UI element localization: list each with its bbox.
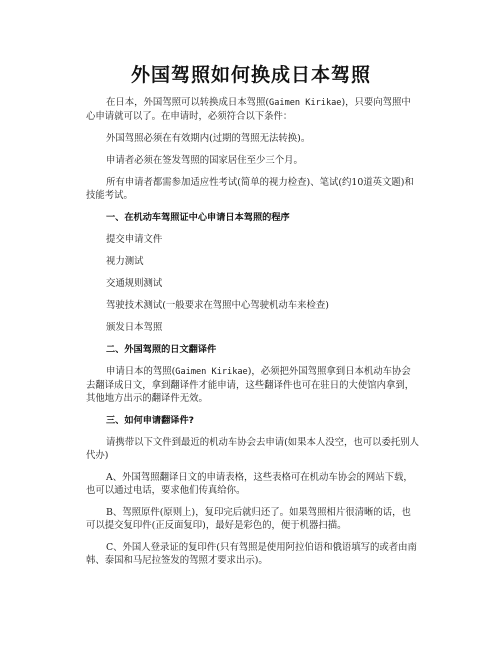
- procedure-step: 颁发日本驾照: [106, 322, 163, 333]
- procedure-step: 驾驶技术测试(一般要求在驾照中心驾驶机动车来检查): [106, 300, 329, 311]
- translation-paragraph: [86, 365, 420, 405]
- intro-text-a: 在日本，外国驾照可以转换成日本驾照(: [106, 97, 270, 108]
- gaimen-kirikae-term: Gaimen Kirikae: [175, 367, 248, 377]
- document-item-a: A、外国驾照翻译日文的申请表格，这些表格可在机动车协会的网站下载，也可以通过电话，要求他们传真给你。: [86, 472, 413, 496]
- section-3-heading: 三、如何申请翻译件?: [106, 415, 195, 426]
- intro-text-b: )，只要向驾照中心申请就可以了。在申请时，必须符合以下条件：: [86, 97, 411, 122]
- document-item-b: B、驾照原件(原则上)，复印完后就归还了。如果驾照相片很清晰的话，也可以提交复印件(正反面复印)，最好是彩色的，便于机器扫描。: [86, 507, 411, 531]
- intro-paragraph: [86, 96, 420, 123]
- gaimen-kirikae-term: Gaimen Kirikae: [269, 98, 342, 108]
- translation-text-b: )，必须把外国驾照拿到日本机动车协会去翻译成日文，拿到翻译件才能申请，这些翻译件也可在驻日的大使馆内拿到，其他地方出示的翻译件无效。: [86, 366, 415, 404]
- procedure-step: 交通规则测试: [106, 278, 163, 289]
- section-2-heading: 二、外国驾照的日文翻译件: [106, 344, 217, 355]
- procedure-step: 视力测试: [106, 256, 144, 267]
- condition-2: 申请者必须在签发驾照的国家居住至少三个月。: [106, 155, 303, 166]
- document-item-c: C、外国人登录证的复印件(只有驾照是使用阿拉伯语和俄语填写的或者由南韩、泰国和马尼拉签发的驾照才要求出示)。: [86, 542, 417, 566]
- section-1-heading: 一、在机动车驾照证中心申请日本驾照的程序: [106, 212, 290, 223]
- application-intro: 请携带以下文件到最近的机动车协会去申请(如果本人没空，也可以委托别人代办): [86, 437, 420, 461]
- condition-1: 外国驾照必须在有效期内(过期的驾照无法转换)。: [106, 133, 311, 144]
- document-body: [86, 96, 420, 576]
- document-title: 外国驾照如何换成日本驾照: [130, 64, 371, 86]
- condition-3: 所有申请者都需参加适应性考试(简单的视力检查)、笔试(约10道英文题)和技能考试。: [86, 177, 414, 201]
- procedure-step: 提交申请文件: [106, 234, 163, 245]
- translation-text-a: 申请日本的驾照(: [106, 366, 176, 377]
